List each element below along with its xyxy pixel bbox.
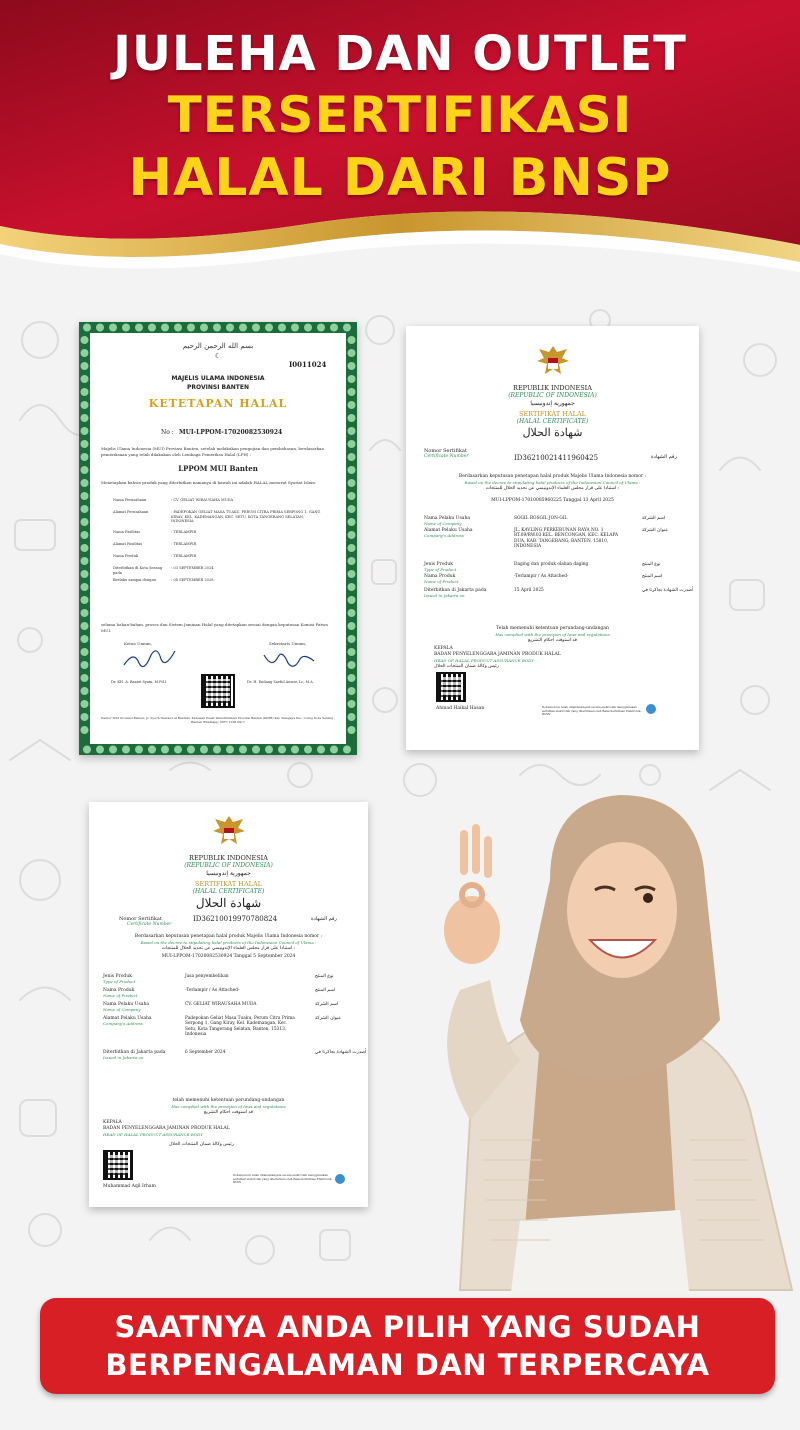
field-label: Alamat Pelaku Usaha <box>103 1016 152 1021</box>
field-label: Diterbitkan di Jakarta pada <box>103 1050 166 1055</box>
qr-code <box>201 674 235 708</box>
border-bead <box>278 746 286 754</box>
field-label: Nama Produk <box>424 574 456 579</box>
field-label-en: Company's Address <box>424 533 464 538</box>
border-bead <box>239 324 247 332</box>
number-label-en: Certificate Number <box>424 454 469 459</box>
signature-left <box>119 647 179 672</box>
border-bead <box>278 324 286 332</box>
border-bead <box>348 596 356 604</box>
border-bead <box>348 622 356 630</box>
cert-title-en: (HALAL CERTIFICATE) <box>192 888 265 895</box>
bsre-logo-icon <box>646 704 656 714</box>
field-label-ar: اسم الشركة <box>642 516 666 521</box>
field-value: JL. KAVLING PERKEBUNAN RAYA NO. 1 RT.09/RW.03 KEL. BENCONGAN, KEC. KELAPA DUA, KAB. TANGERANG, BANTEN, 15810, INDONESIA <box>514 528 619 550</box>
field-label: Berlaku sampai dengan <box>113 578 157 582</box>
field-value: -Terlampir / As Attached- <box>514 574 569 579</box>
border-bead <box>83 324 91 332</box>
sign-left-role: Ketua Umum, <box>124 641 152 646</box>
border-bead <box>252 746 260 754</box>
field-value: 6 September 2024 <box>185 1050 226 1055</box>
border-bead <box>81 505 89 513</box>
complied-text-en: Has complied with the provision of laws and regulations <box>171 1104 286 1109</box>
border-bead <box>135 324 143 332</box>
field-label-en: Name of Company <box>103 1007 141 1012</box>
headline-line-1: JULEHA DAN OUTLET <box>113 26 687 82</box>
doc-serial: I0011024 <box>289 360 327 369</box>
field-label: Nama Pelaku Usaha <box>103 1002 150 1007</box>
border-bead <box>81 492 89 500</box>
basis-text: Berdasarkan keputusan penetapan halal produk Majelis Ulama Indonesia nomor : <box>134 934 323 939</box>
border-bead <box>330 324 338 332</box>
border-bead <box>304 324 312 332</box>
border-bead <box>81 440 89 448</box>
number-label-en: Certificate Number <box>127 922 172 927</box>
doc-title: KETETAPAN HALAL <box>148 397 288 410</box>
certificate-bpjph-geliat <box>89 802 368 1207</box>
border-bead <box>348 635 356 643</box>
woman-in-hijab-ok-gesture <box>400 790 800 1300</box>
border-bead <box>81 557 89 565</box>
field-value: : 04 SEPTEMBER 2028 <box>171 578 214 582</box>
complied-text: telah memenuhi ketentuan perundang-undangan <box>172 1098 285 1103</box>
border-bead <box>81 479 89 487</box>
field-label: Nama Perusahaan <box>113 498 147 502</box>
border-bead <box>81 531 89 539</box>
cert-title: SERTIFIKAT HALAL <box>519 410 586 418</box>
field-label-en: Type of Product <box>103 979 136 984</box>
basis-text-ar: استنادا على قرار مجلس العلماء الإندونيسي عن تحديد الحلال للمنتجات : <box>161 946 296 951</box>
field-label: Nama Produk <box>113 554 139 558</box>
province: PROVINSI BANTEN <box>187 384 249 391</box>
agency-name-en: HEAD OF HALAL PRODUCT ASSURANCE BODY <box>103 1132 203 1137</box>
field-label: Alamat Perusahaan <box>113 510 149 514</box>
agency-name-ar: رئيس وكالة ضمان المنتجات الحلال <box>434 664 499 669</box>
border-bead <box>348 453 356 461</box>
border-bead <box>291 746 299 754</box>
bismillah: بسم الله الرحمن الرحيم <box>182 342 254 350</box>
sign-right-name: Dr. H. Endang Saeful Anwar, Lc, M.A <box>247 680 313 684</box>
cert-title: SERTIFIKAT HALAL <box>195 880 262 888</box>
basis-text: Berdasarkan keputusan penetapan halal produk Majelis Ulama Indonesia nomor : <box>458 474 647 479</box>
field-label-ar: نوع المنتج <box>642 562 661 567</box>
field-label-ar: اسم المنتج <box>315 988 336 993</box>
field-value: -Terlampir / As Attached- <box>185 988 240 993</box>
border-bead <box>348 414 356 422</box>
border-bead <box>291 324 299 332</box>
border-bead <box>348 648 356 656</box>
border-bead <box>304 746 312 754</box>
border-bead <box>343 746 351 754</box>
border-bead <box>81 635 89 643</box>
field-value: Daging dan produk olahan daging <box>514 562 589 567</box>
number-value: ID36210019970780824 <box>193 915 278 923</box>
border-bead <box>81 648 89 656</box>
field-label: Jenis Produk <box>424 562 453 567</box>
agency-name: BADAN PENYELENGGARA JAMINAN PRODUK HALAL <box>103 1126 230 1131</box>
border-bead <box>81 687 89 695</box>
border-bead <box>200 746 208 754</box>
border-bead <box>348 531 356 539</box>
border-bead <box>174 324 182 332</box>
number-label: Nomor Sertifikat <box>424 448 467 454</box>
field-label: Nama Produk <box>103 988 135 993</box>
esign-note: Dokumen ini telah ditandatangani secara elektronik menggunakan sertifikat elektronik yang diterbitkan oleh Balai Sertifikasi Elektronik, BSSN <box>233 1173 333 1185</box>
border-bead <box>81 362 89 370</box>
complied-text-en: Has complied with the provision of laws and regulations <box>495 632 610 637</box>
border-bead <box>174 746 182 754</box>
border-bead <box>109 746 117 754</box>
field-label-ar: اسم المنتج <box>642 574 663 579</box>
border-bead <box>348 427 356 435</box>
country-name: REPUBLIK INDONESIA <box>513 384 592 392</box>
garuda-emblem-icon <box>535 344 571 382</box>
org-name: MAJELIS ULAMA INDONESIA <box>171 375 265 382</box>
head-label: KEPALA <box>434 646 453 651</box>
cta-banner <box>40 1298 775 1394</box>
field-label-en: Issued in Jakarta on <box>103 1055 144 1060</box>
border-bead <box>81 453 89 461</box>
border-bead <box>348 687 356 695</box>
field-label-en: Name of Product <box>424 579 459 584</box>
head-label: KEPALA <box>103 1120 122 1125</box>
border-bead <box>213 746 221 754</box>
closing-text: selama bahan-bahan, proses dan Sistem Jaminan Halal yang ditetapkan sesuai dengan keputusan Komisi Fatwa MUI. <box>101 622 328 633</box>
field-label-en: Name of Company <box>424 521 462 526</box>
border-bead <box>239 746 247 754</box>
cert-title-ar: شهادة الحلال <box>195 896 262 910</box>
esign-note: Dokumen ini telah ditandatangani secara elektronik menggunakan sertifikat elektronik yang diterbitkan oleh Balai Sertifikasi Elektronik, BSSN <box>542 705 642 717</box>
country-name: REPUBLIK INDONESIA <box>189 854 268 862</box>
lph-name: LPPOM MUI Banten <box>178 464 258 473</box>
footer-address: Kantor MUI Provinsi Banten, Jl. Syech Nawawi Al Bantani, Kawasan Pusat Pemerintahan Provinsi Banten (KP3B) Kel. Sukajaya Kec. Curug Kota Serang - Banten Whatsapp: 0857 2168 6917 <box>101 716 335 724</box>
country-name-ar: جمهورية إندونيسيا <box>530 400 575 407</box>
decree-number: MUI-LPPOM-17010085960225 Tanggal 13 April 2025 <box>491 498 614 503</box>
border-bead <box>348 674 356 682</box>
mui-logo: ☾ <box>214 352 222 360</box>
field-label: Nama Pelaku Usaha <box>424 516 471 521</box>
complied-text: Telah memenuhi ketentuan perundang-undangan <box>496 626 609 631</box>
border-bead <box>348 505 356 513</box>
basis-text-en: Based on the decree to stipulating halal products of the Indonesian Council of Ulama : <box>464 480 641 485</box>
field-value: : PADEPOKAN GELIAT MASA TUAKU, PERUM CITRA PRIMA SERPONG 1, GANG KIRAY, KEL. KADEMANGAN, KEC. SETU, KOTA TANGERANG SELATAN, INDONESIA <box>171 510 321 524</box>
qr-code <box>436 672 466 702</box>
border-bead <box>96 746 104 754</box>
qr-code <box>103 1150 133 1180</box>
border-bead <box>187 324 195 332</box>
border-bead <box>81 518 89 526</box>
border-bead <box>81 700 89 708</box>
field-label-en: Company's Address <box>103 1021 143 1026</box>
border-bead <box>343 324 351 332</box>
border-bead <box>81 570 89 578</box>
field-label: Alamat Fasilitas <box>113 542 143 546</box>
agency-name: BADAN PENYELENGGARA JAMINAN PRODUK HALAL <box>434 652 561 657</box>
number-label-ar: رقم الشهادة <box>311 916 337 922</box>
border-bead <box>348 440 356 448</box>
border-bead <box>348 362 356 370</box>
garuda-emblem-icon <box>211 814 247 852</box>
border-bead <box>213 324 221 332</box>
field-label-en: Type of Product <box>424 567 457 572</box>
field-value: : TERLAMPIR <box>171 542 197 546</box>
border-bead <box>148 746 156 754</box>
field-label-ar: عنوان الشركة <box>315 1016 342 1021</box>
field-value: : TERLAMPIR <box>171 554 197 558</box>
field-label-en: Name of Product <box>103 993 138 998</box>
field-value: CV. GELIAT WIRAUSAHA MUDA <box>185 1002 257 1007</box>
field-label-ar: اسم الشركة <box>315 1002 339 1007</box>
country-name-en: (REPUBLIC OF INDONESIA) <box>184 862 273 869</box>
signature-right <box>259 647 319 672</box>
agency-name-ar: رئيس وكالة ضمان المنتجات الحلال <box>169 1142 234 1147</box>
country-name-en: (REPUBLIC OF INDONESIA) <box>508 392 597 399</box>
border-bead <box>348 557 356 565</box>
field-value: Padepokan Geliat Masa Tuaku, Perum Citra Prima Serpong 1, Gang Kiray, Kel. Kademangan, Kec. Setu, Kota Tangerang Selatan, Banten, 15313, Indonesia <box>185 1016 295 1038</box>
complied-text-ar: قد استوفت أحكام التشريع <box>528 638 577 643</box>
field-label-ar: أصدرت الشهادة بجاكرتا في <box>315 1050 367 1055</box>
field-label: Diterbitkan di Kota Serang pada <box>113 566 163 575</box>
no-value: MUI-LPPOM-17020082530924 <box>179 429 283 436</box>
cert-title-en: (HALAL CERTIFICATE) <box>516 418 589 425</box>
decree-number: MUI-LPPOM-17020082530924 Tanggal 5 September 2024 <box>161 954 296 959</box>
intro-text: Majelis Ulama Indonesia (MUI) Provinsi Banten, setelah melakukan pengujian dan pembahasan, berdasarkan pemeriksaan yang telah dilakukan oleh Lembaga Pemeriksa Halal (LPH) : <box>101 446 324 457</box>
field-value: 15 April 2025 <box>514 588 544 593</box>
border-bead <box>226 324 234 332</box>
border-bead <box>148 324 156 332</box>
headline-line-2: TERSERTIFIKASI <box>167 86 633 144</box>
number-label-ar: رقم الشهادة <box>651 454 677 460</box>
border-bead <box>81 713 89 721</box>
border-bead <box>187 746 195 754</box>
certificate-mui-ketetapan-halal <box>79 322 357 755</box>
complied-text-ar: قد استوفت أحكام التشريع <box>204 1110 253 1115</box>
border-bead <box>252 324 260 332</box>
basis-text-en: Based on the decree to stipulating halal products of the Indonesian Council of Ulama : <box>140 940 317 945</box>
basis-text-ar: استنادا على قرار مجلس العلماء الإندونيسي عن تحديد الحلال للمنتجات : <box>485 486 620 491</box>
field-value: : CV. GELIAT WIRAUSAHA MUDA <box>171 498 234 502</box>
field-label-ar: نوع المنتج <box>315 974 334 979</box>
border-bead <box>81 661 89 669</box>
certificate-bpjph-sogil <box>406 326 699 750</box>
statement-text: Menetapkan bahwa produk yang diterbitkan namanya di bawah ini adalah HALAL menurut Syariat Islam. <box>101 480 317 485</box>
border-bead <box>81 726 89 734</box>
signer-name: Ahmad Haikal Hasan <box>436 706 485 711</box>
field-label: Diterbitkan di Jakarta pada <box>424 588 487 593</box>
border-bead <box>348 479 356 487</box>
agency-name-en: HEAD OF HALAL PRODUCT ASSURANCE BODY <box>434 658 534 663</box>
border-bead <box>81 427 89 435</box>
border-bead <box>317 324 325 332</box>
border-bead <box>348 609 356 617</box>
border-bead <box>348 700 356 708</box>
border-bead <box>265 324 273 332</box>
bsre-logo-icon <box>335 1174 345 1184</box>
border-bead <box>200 324 208 332</box>
border-bead <box>81 414 89 422</box>
border-bead <box>122 746 130 754</box>
border-bead <box>348 583 356 591</box>
border-bead <box>81 609 89 617</box>
cta-line-1: SAATNYA ANDA PILIH YANG SUDAH <box>114 1310 701 1344</box>
signer-name: Muhammad Aqil Irham <box>103 1184 156 1189</box>
cert-title-ar: شهادة الحلال <box>522 426 583 439</box>
border-bead <box>161 746 169 754</box>
border-bead <box>317 746 325 754</box>
border-bead <box>161 324 169 332</box>
border-bead <box>122 324 130 332</box>
border-bead <box>135 746 143 754</box>
number-label: Nomor Sertifikat <box>119 916 162 922</box>
field-value: Jasa penyembelihan <box>185 974 229 979</box>
border-bead <box>83 746 91 754</box>
border-bead <box>348 570 356 578</box>
sign-right-role: Sekretaris Umum, <box>269 641 307 646</box>
field-label-ar: عنوان الشركة <box>642 528 669 533</box>
border-bead <box>348 661 356 669</box>
border-bead <box>226 746 234 754</box>
border-bead <box>348 518 356 526</box>
field-label-ar: أصدرت الشهادة بجاكرتا في <box>642 588 694 593</box>
border-bead <box>330 746 338 754</box>
cta-line-2: BERPENGALAMAN DAN TERPERCAYA <box>105 1348 710 1382</box>
sign-left-name: Dr. KH. A. Bazari Syam, M.Pd.I <box>111 680 167 684</box>
border-bead <box>265 746 273 754</box>
border-bead <box>81 544 89 552</box>
border-bead <box>81 583 89 591</box>
headline-line-3: HALAL DARI BNSP <box>128 148 672 208</box>
border-bead <box>348 713 356 721</box>
border-bead <box>96 324 104 332</box>
border-bead <box>81 622 89 630</box>
field-label: Alamat Pelaku Usaha <box>424 528 473 533</box>
border-bead <box>348 544 356 552</box>
border-bead <box>348 492 356 500</box>
field-label: Jenis Produk <box>103 974 132 979</box>
border-bead <box>81 674 89 682</box>
border-bead <box>348 726 356 734</box>
border-bead <box>81 596 89 604</box>
field-value: : 03 SEPTEMBER 2024 <box>171 566 214 570</box>
no-label: No : <box>161 429 174 436</box>
country-name-ar: جمهورية إندونيسيا <box>206 870 251 877</box>
field-label: Nama Fasilitas <box>113 530 141 534</box>
field-label-en: Issued in Jakarta on <box>424 593 465 598</box>
number-value: ID36210021411960425 <box>514 454 599 462</box>
field-value: : TERLAMPIR <box>171 530 197 534</box>
field-value: SOGIL BOSGIL JON-GIL <box>514 516 568 521</box>
border-bead <box>109 324 117 332</box>
